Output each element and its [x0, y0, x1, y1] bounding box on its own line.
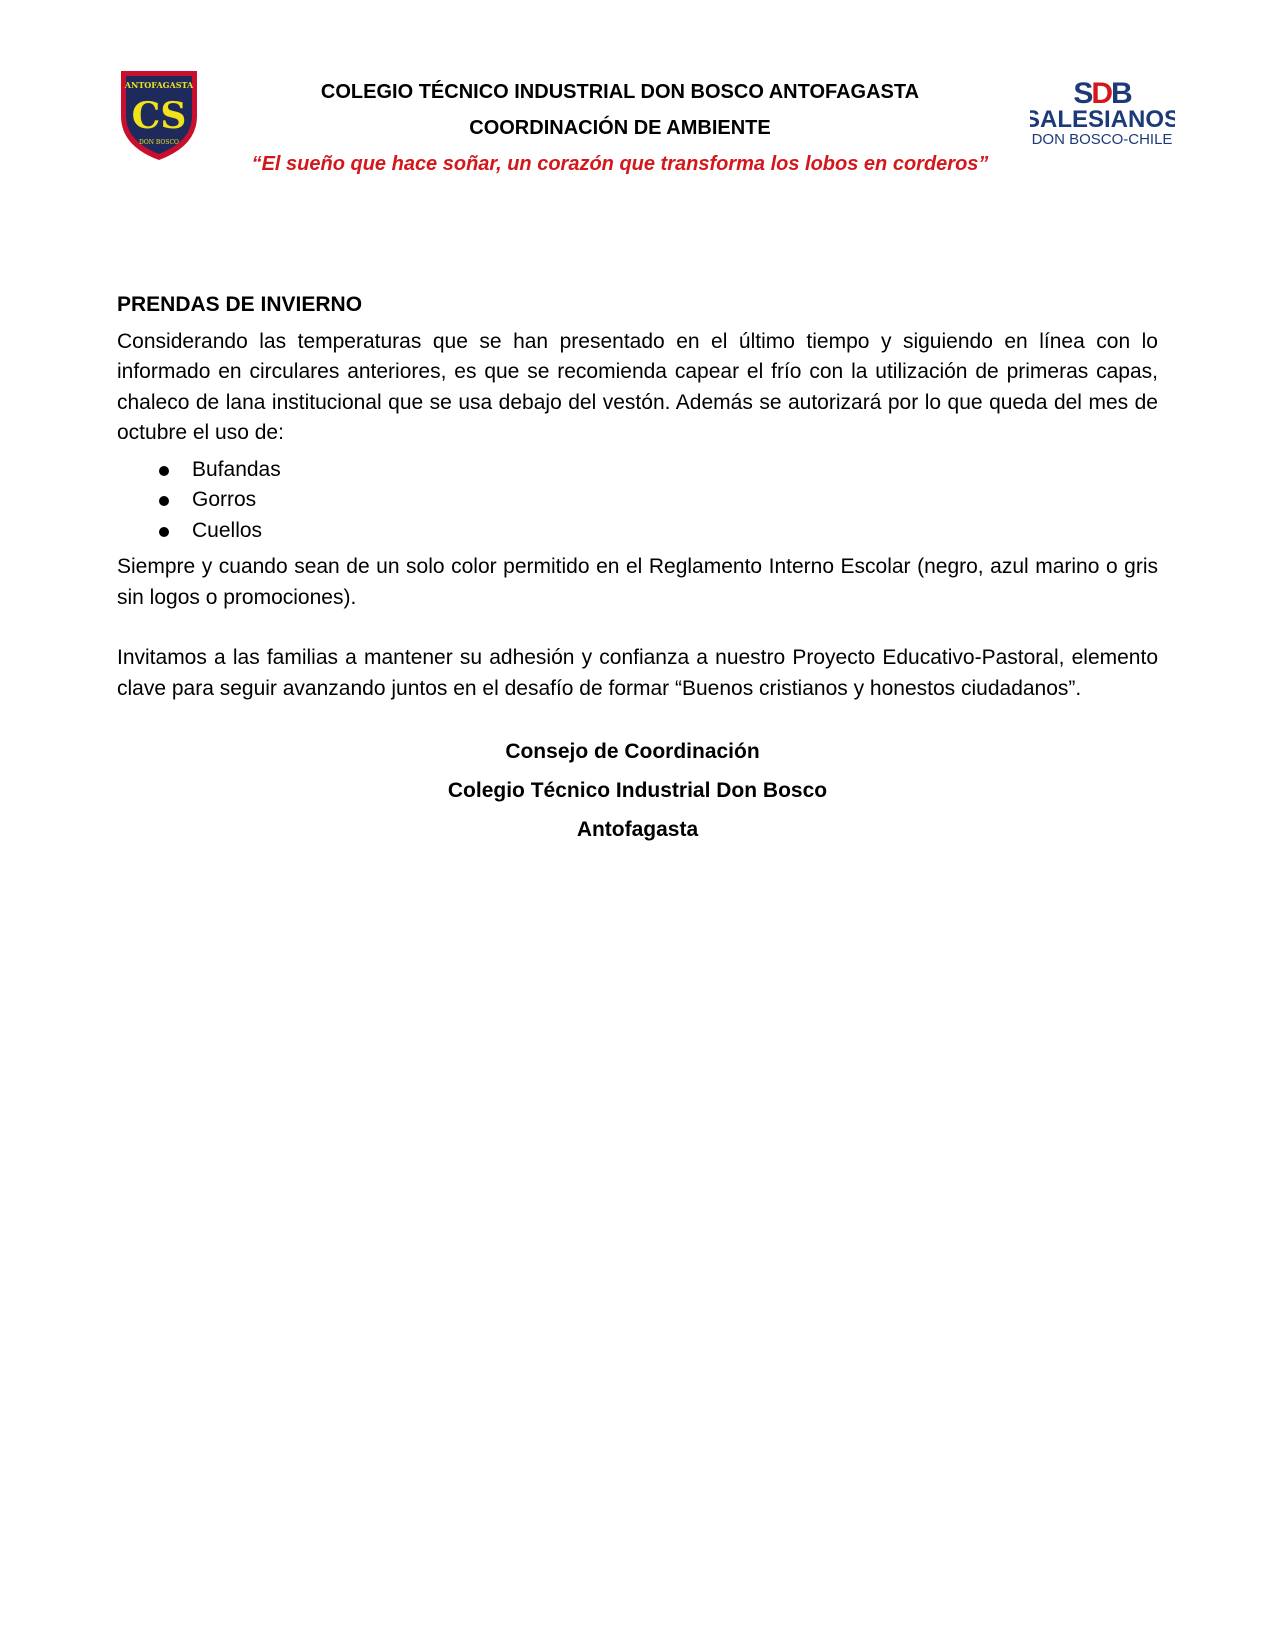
section-title: PRENDAS DE INVIERNO — [117, 293, 363, 316]
svg-text:DON BOSCO: DON BOSCO — [139, 139, 179, 146]
intro-paragraph: Considerando las temperaturas que se han presentado en el último tiempo y siguiendo en línea con lo informado en circulares anteriores, es que se recomienda capear el frío con la utilización de primeras capas, chaleco de lana institucional que se usa debajo del vestón. Además se autorizará por lo que queda del mes de octubre el uso de: — [117, 329, 1158, 444]
list-item-label: Cuellos — [192, 518, 263, 542]
svg-text:SALESIANOS: SALESIANOS — [1030, 106, 1175, 133]
letterhead-text — [230, 74, 1010, 182]
signature-block — [117, 732, 1158, 849]
svg-text:SDB: SDB — [1073, 77, 1131, 110]
svg-text:CS: CS — [131, 95, 187, 137]
list-item — [117, 455, 1158, 486]
svg-text:ANTOFAGASTA: ANTOFAGASTA — [124, 80, 194, 90]
document-body — [117, 290, 1158, 849]
items-list — [117, 455, 1158, 547]
salesianos-logo-icon — [1030, 75, 1175, 155]
list-item-label: Gorros — [192, 488, 257, 511]
svg-text:DON BOSCO-CHILE: DON BOSCO-CHILE — [1031, 131, 1173, 148]
letterhead — [0, 0, 1275, 200]
school-motto: “El sueño que hace soñar, un corazón que transforma los lobos en corderos” — [251, 153, 989, 175]
list-item — [117, 485, 1158, 516]
school-crest-icon — [118, 68, 200, 162]
signature-line-city: Antofagasta — [576, 818, 699, 841]
bullet-icon — [159, 496, 169, 506]
bullet-icon — [159, 527, 169, 537]
closing-paragraph: Invitamos a las familias a mantener su adhesión y confianza a nuestro Proyecto Educativo-Pastoral, elemento clave para seguir avanzando juntos en el desafío de formar “Buenos cristianos y honestos ciudadanos”. — [117, 646, 1158, 700]
condition-paragraph: Siempre y cuando sean de un solo color permitido en el Reglamento Interno Escolar (negro, azul marino o gris sin logos o promociones). — [117, 555, 1158, 609]
signature-line-school: Colegio Técnico Industrial Don Bosco — [447, 779, 828, 802]
department-name: COORDINACIÓN DE AMBIENTE — [469, 117, 771, 139]
list-item-label: Bufandas — [192, 457, 281, 481]
bullet-icon — [159, 466, 169, 476]
list-item — [117, 516, 1158, 547]
signature-line-council: Consejo de Coordinación — [505, 740, 760, 763]
school-name: COLEGIO TÉCNICO INDUSTRIAL DON BOSCO ANTOFAGASTA — [320, 81, 920, 103]
